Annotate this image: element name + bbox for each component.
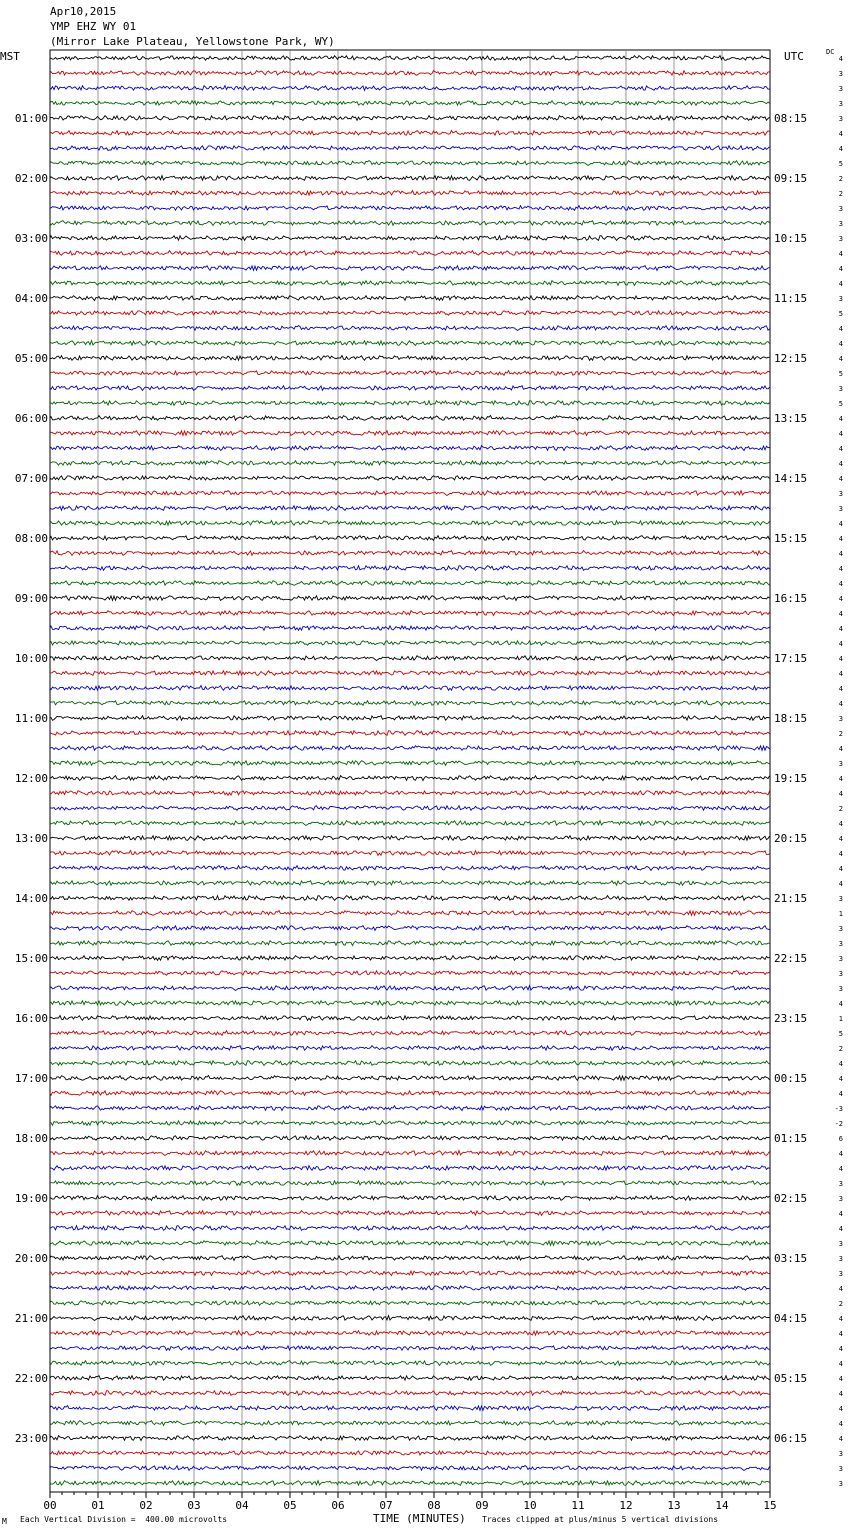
right-axis-label: UTC [784, 50, 804, 63]
trace-line [50, 416, 770, 421]
trace-line [50, 191, 770, 196]
dc-offset-label: 4 [838, 475, 843, 483]
dc-offset-label: 4 [838, 250, 843, 258]
dc-offset-label: 4 [838, 1090, 843, 1098]
x-tick-label: 08 [427, 1499, 441, 1512]
trace-line [50, 101, 770, 106]
hour-label-utc: 02:15 [774, 1192, 808, 1205]
dc-offset-label: 5 [838, 310, 843, 318]
dc-offset-label: 4 [838, 1150, 843, 1158]
dc-offset-label: 4 [838, 415, 843, 423]
hour-label-mst: 20:00 [14, 1252, 48, 1265]
trace-line [50, 641, 770, 646]
trace-line [50, 236, 770, 241]
dc-offset-label: 4 [838, 565, 843, 573]
dc-offset-label: 4 [838, 1330, 843, 1338]
dc-offset-label: 4 [838, 790, 843, 798]
x-tick-label: 14 [715, 1499, 729, 1512]
dc-offset-label: 2 [838, 805, 843, 813]
x-tick-label: 07 [379, 1499, 393, 1512]
trace-line [50, 1391, 770, 1396]
dc-offset-label: 4 [838, 1075, 843, 1083]
trace-line [50, 56, 770, 61]
trace-line [50, 581, 770, 586]
trace-line [50, 326, 770, 331]
trace-line [50, 1271, 770, 1276]
hour-label-utc: 01:15 [774, 1132, 808, 1145]
trace-line [50, 1346, 770, 1351]
dc-offset-label: -2 [834, 1120, 843, 1128]
trace-line [50, 941, 770, 946]
trace-line [50, 176, 770, 181]
trace-line [50, 911, 770, 916]
x-tick-label: 04 [235, 1499, 249, 1512]
trace-line [50, 791, 770, 796]
trace-line [50, 896, 770, 901]
trace-line [50, 1091, 770, 1096]
dc-label: DC [826, 48, 835, 56]
dc-offset-label: 3 [838, 385, 843, 393]
trace-line [50, 746, 770, 751]
dc-offset-label: 3 [838, 1450, 843, 1458]
hour-label-utc: 00:15 [774, 1072, 808, 1085]
dc-offset-label: 4 [838, 745, 843, 753]
dc-offset-label: 5 [838, 160, 843, 168]
trace-line [50, 1361, 770, 1366]
dc-offset-label: 4 [838, 1165, 843, 1173]
trace-line [50, 1121, 770, 1126]
trace-line [50, 281, 770, 286]
dc-offset-label: 4 [838, 1360, 843, 1368]
plot-frame [50, 50, 770, 1492]
x-tick-label: 01 [91, 1499, 105, 1512]
left-axis-label: MST [0, 50, 20, 63]
dc-offset-label: 3 [838, 715, 843, 723]
dc-offset-label: 5 [838, 1030, 843, 1038]
hour-label-mst: 18:00 [14, 1132, 48, 1145]
trace-line [50, 551, 770, 556]
trace-line [50, 1301, 770, 1306]
trace-line [50, 1226, 770, 1231]
dc-offset-label: 3 [838, 985, 843, 993]
header-date: Apr10,2015 [50, 5, 117, 18]
trace-line [50, 536, 770, 541]
dc-offset-label: 4 [838, 685, 843, 693]
dc-offset-label: 4 [838, 1405, 843, 1413]
dc-offset-label: 3 [838, 970, 843, 978]
trace-line [50, 476, 770, 481]
hour-label-mst: 04:00 [14, 292, 48, 305]
dc-offset-label: 3 [838, 1480, 843, 1488]
x-tick-label: 00 [43, 1499, 57, 1512]
dc-offset-label: 3 [838, 235, 843, 243]
hour-label-mst: 14:00 [14, 892, 48, 905]
dc-offset-label: 3 [838, 70, 843, 78]
hour-label-utc: 05:15 [774, 1372, 808, 1385]
hour-label-mst: 22:00 [14, 1372, 48, 1385]
hour-label-utc: 06:15 [774, 1432, 808, 1445]
dc-offset-label: 3 [838, 100, 843, 108]
dc-offset-label: 4 [838, 460, 843, 468]
dc-offset-label: 4 [838, 655, 843, 663]
trace-line [50, 866, 770, 871]
dc-offset-label: 2 [838, 730, 843, 738]
trace-line [50, 851, 770, 856]
dc-offset-label: 3 [838, 205, 843, 213]
hour-label-utc: 04:15 [774, 1312, 808, 1325]
trace-line [50, 86, 770, 91]
trace-line [50, 821, 770, 826]
trace-line [50, 1196, 770, 1201]
hour-label-mst: 19:00 [14, 1192, 48, 1205]
trace-line [50, 491, 770, 496]
trace-line [50, 1316, 770, 1321]
hour-label-mst: 23:00 [14, 1432, 48, 1445]
trace-line [50, 1001, 770, 1006]
dc-offset-label: 4 [838, 1225, 843, 1233]
hour-label-utc: 14:15 [774, 472, 808, 485]
dc-offset-label: 3 [838, 115, 843, 123]
trace-line [50, 431, 770, 436]
hour-label-mst: 01:00 [14, 112, 48, 125]
dc-offset-label: 2 [838, 1300, 843, 1308]
header-station: YMP EHZ WY 01 [50, 20, 137, 33]
trace-line [50, 686, 770, 691]
header-location: (Mirror Lake Plateau, Yellowstone Park, WY) [50, 35, 335, 48]
dc-offset-label: 3 [838, 1180, 843, 1188]
dc-offset-label: 2 [838, 190, 843, 198]
trace-line [50, 836, 770, 841]
trace-line [50, 1151, 770, 1156]
dc-offset-label: 3 [838, 220, 843, 228]
dc-offset-label: 4 [838, 280, 843, 288]
dc-offset-label: 4 [838, 520, 843, 528]
dc-offset-label: 4 [838, 670, 843, 678]
dc-offset-label: 4 [838, 265, 843, 273]
dc-offset-label: 4 [838, 1390, 843, 1398]
x-tick-label: 03 [187, 1499, 201, 1512]
trace-line [50, 611, 770, 616]
x-tick-label: 15 [763, 1499, 777, 1512]
hour-label-mst: 10:00 [14, 652, 48, 665]
trace-line [50, 701, 770, 706]
hour-label-utc: 19:15 [774, 772, 808, 785]
x-tick-label: 10 [523, 1499, 537, 1512]
trace-line [50, 1286, 770, 1291]
dc-offset-label: 4 [838, 355, 843, 363]
hour-label-mst: 17:00 [14, 1072, 48, 1085]
trace-line [50, 1376, 770, 1381]
dc-offset-label: 4 [838, 850, 843, 858]
trace-line [50, 731, 770, 736]
trace-line [50, 1451, 770, 1456]
trace-line [50, 131, 770, 136]
dc-offset-label: 3 [838, 760, 843, 768]
hour-label-utc: 10:15 [774, 232, 808, 245]
hour-label-utc: 16:15 [774, 592, 808, 605]
dc-offset-label: 3 [838, 490, 843, 498]
hour-label-utc: 09:15 [774, 172, 808, 185]
dc-offset-label: 4 [838, 1435, 843, 1443]
trace-line [50, 1241, 770, 1246]
dc-offset-label: 4 [838, 580, 843, 588]
trace-line [50, 971, 770, 976]
trace-line [50, 656, 770, 661]
x-tick-label: 06 [331, 1499, 345, 1512]
x-tick-label: 11 [571, 1499, 585, 1512]
hour-label-mst: 11:00 [14, 712, 48, 725]
hour-label-utc: 18:15 [774, 712, 808, 725]
dc-offset-label: 4 [838, 145, 843, 153]
trace-line [50, 761, 770, 766]
dc-offset-label: 1 [838, 910, 843, 918]
hour-label-mst: 08:00 [14, 532, 48, 545]
hour-label-mst: 05:00 [14, 352, 48, 365]
hour-label-mst: 15:00 [14, 952, 48, 965]
trace-line [50, 521, 770, 526]
trace-line [50, 206, 770, 211]
trace-line [50, 446, 770, 451]
trace-line [50, 116, 770, 121]
trace-line [50, 986, 770, 991]
dc-offset-label: 4 [838, 1420, 843, 1428]
x-tick-label: 12 [619, 1499, 633, 1512]
trace-line [50, 1256, 770, 1261]
hour-label-utc: 23:15 [774, 1012, 808, 1025]
dc-offset-label: 1 [838, 1015, 843, 1023]
trace-line [50, 1406, 770, 1411]
trace-line [50, 1016, 770, 1021]
dc-offset-label: 5 [838, 370, 843, 378]
trace-line [50, 1421, 770, 1426]
hour-label-utc: 20:15 [774, 832, 808, 845]
hour-label-utc: 21:15 [774, 892, 808, 905]
hour-label-utc: 11:15 [774, 292, 808, 305]
trace-line [50, 776, 770, 781]
trace-line [50, 356, 770, 361]
dc-offset-label: 4 [838, 1210, 843, 1218]
x-tick-label: 02 [139, 1499, 153, 1512]
hour-label-mst: 16:00 [14, 1012, 48, 1025]
dc-offset-label: 3 [838, 1195, 843, 1203]
hour-label-utc: 13:15 [774, 412, 808, 425]
trace-line [50, 311, 770, 316]
dc-offset-label: 4 [838, 130, 843, 138]
dc-offset-label: 4 [838, 445, 843, 453]
dc-offset-label: 4 [838, 700, 843, 708]
dc-offset-label: 3 [838, 925, 843, 933]
hour-label-mst: 21:00 [14, 1312, 48, 1325]
trace-line [50, 626, 770, 631]
hour-label-mst: 07:00 [14, 472, 48, 485]
trace-line [50, 461, 770, 466]
trace-line [50, 1046, 770, 1051]
hour-label-mst: 03:00 [14, 232, 48, 245]
trace-line [50, 956, 770, 961]
dc-offset-label: 4 [838, 610, 843, 618]
dc-offset-label: 4 [838, 340, 843, 348]
hour-label-mst: 09:00 [14, 592, 48, 605]
trace-line [50, 251, 770, 256]
dc-offset-label: 4 [838, 430, 843, 438]
scale-text: Each Vertical Division = 400.00 microvolts [20, 1515, 228, 1524]
dc-offset-label: 4 [838, 595, 843, 603]
trace-line [50, 506, 770, 511]
dc-offset-label: 4 [838, 1000, 843, 1008]
dc-offset-label: 4 [838, 325, 843, 333]
dc-offset-label: 4 [838, 1315, 843, 1323]
dc-offset-label: 6 [838, 1135, 843, 1143]
x-tick-label: 05 [283, 1499, 297, 1512]
trace-line [50, 881, 770, 886]
trace-line [50, 566, 770, 571]
hour-label-utc: 22:15 [774, 952, 808, 965]
dc-offset-label: 4 [838, 1375, 843, 1383]
dc-offset-label: 4 [838, 1345, 843, 1353]
trace-line [50, 161, 770, 166]
dc-offset-label: 3 [838, 1255, 843, 1263]
dc-offset-label: 4 [838, 535, 843, 543]
dc-offset-label: 4 [838, 820, 843, 828]
dc-offset-label: 3 [838, 85, 843, 93]
x-tick-label: 13 [667, 1499, 681, 1512]
hour-label-mst: 13:00 [14, 832, 48, 845]
dc-offset-label: 3 [838, 940, 843, 948]
trace-line [50, 146, 770, 151]
trace-line [50, 1031, 770, 1036]
trace-line [50, 806, 770, 811]
trace-line [50, 296, 770, 301]
dc-offset-label: 3 [838, 505, 843, 513]
trace-line [50, 221, 770, 226]
hour-label-mst: 02:00 [14, 172, 48, 185]
hour-label-utc: 03:15 [774, 1252, 808, 1265]
dc-offset-label: 4 [838, 640, 843, 648]
trace-line [50, 1136, 770, 1141]
dc-offset-label: 4 [838, 625, 843, 633]
dc-offset-label: 4 [838, 880, 843, 888]
dc-offset-label: 2 [838, 175, 843, 183]
trace-line [50, 671, 770, 676]
trace-line [50, 401, 770, 406]
trace-line [50, 1106, 770, 1111]
hour-label-mst: 12:00 [14, 772, 48, 785]
trace-line [50, 1211, 770, 1216]
trace-line [50, 71, 770, 76]
dc-offset-label: 3 [838, 1240, 843, 1248]
dc-offset-label: 4 [838, 1285, 843, 1293]
trace-line [50, 1181, 770, 1186]
trace-line [50, 1436, 770, 1441]
dc-offset-label: 3 [838, 1465, 843, 1473]
trace-line [50, 371, 770, 376]
x-axis-title: TIME (MINUTES) [373, 1512, 466, 1525]
dc-offset-label: 4 [838, 775, 843, 783]
clip-note: Traces clipped at plus/minus 5 vertical divisions [482, 1515, 719, 1524]
x-tick-label: 09 [475, 1499, 489, 1512]
trace-line [50, 1061, 770, 1066]
trace-line [50, 1331, 770, 1336]
trace-line [50, 1166, 770, 1171]
trace-line [50, 266, 770, 271]
trace-line [50, 1481, 770, 1486]
trace-line [50, 386, 770, 391]
dc-offset-label: 4 [838, 865, 843, 873]
dc-offset-label: -3 [834, 1105, 843, 1113]
dc-offset-label: 3 [838, 895, 843, 903]
dc-offset-label: 3 [838, 955, 843, 963]
dc-offset-label: 4 [838, 1060, 843, 1068]
trace-line [50, 1466, 770, 1471]
hour-label-utc: 12:15 [774, 352, 808, 365]
dc-offset-label: 4 [838, 55, 843, 63]
hour-label-utc: 17:15 [774, 652, 808, 665]
dc-offset-label: 3 [838, 1270, 843, 1278]
hour-label-mst: 06:00 [14, 412, 48, 425]
dc-offset-label: 5 [838, 400, 843, 408]
trace-line [50, 341, 770, 346]
trace-line [50, 926, 770, 931]
dc-offset-label: 3 [838, 295, 843, 303]
hour-label-utc: 15:15 [774, 532, 808, 545]
trace-line [50, 596, 770, 601]
scale-mark: M [2, 1517, 7, 1526]
dc-offset-label: 4 [838, 835, 843, 843]
trace-line [50, 1076, 770, 1081]
dc-offset-label: 4 [838, 550, 843, 558]
hour-label-utc: 08:15 [774, 112, 808, 125]
trace-line [50, 716, 770, 721]
dc-offset-label: 2 [838, 1045, 843, 1053]
